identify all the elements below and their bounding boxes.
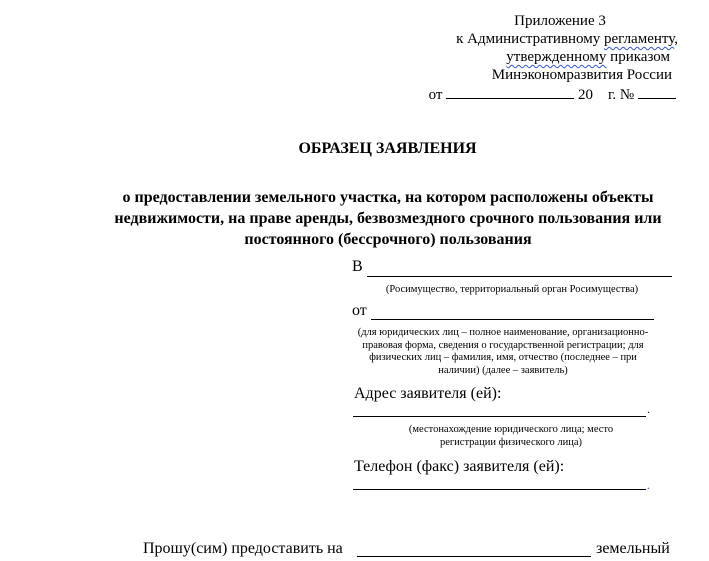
appendix-regulation-suffix: , (674, 31, 678, 47)
appendix-ministry: Минэкономразвития России (491, 67, 672, 83)
appendix-order-line (300, 84, 676, 104)
request-suffix: земельный (596, 540, 670, 557)
appendix-order-number-blank (638, 84, 676, 99)
appendix-regulation-word: регламенту (604, 31, 675, 47)
address-end-mark: . (647, 402, 650, 416)
appendix-order-date-blank (446, 84, 574, 99)
from-label: от (352, 302, 367, 319)
to-label: В (352, 258, 363, 275)
to-field-line (367, 276, 672, 277)
address-label: Адрес заявителя (ей): (354, 385, 502, 402)
request-prefix: Прошу(сим) предоставить на (143, 540, 343, 557)
appendix-order-suffix: г. № (607, 87, 635, 103)
to-caption: (Росимущество, территориальный орган Росимущества) (385, 284, 639, 295)
appendix-order-year: 20 (577, 87, 593, 103)
appendix-order-prefix: от (428, 87, 443, 103)
document-subtitle: о предоставлении земельного участка, на котором расположены объекты недвижимости, на праве аренды, безвозмездного срочного пользования или постоянного (бессрочного) пользования (114, 189, 662, 248)
request-blank-line (357, 556, 591, 557)
document-title-text: ОБРАЗЕЦ ЗАЯВЛЕНИЯ (298, 140, 477, 157)
address-field-line (353, 416, 646, 417)
appendix-approved-suffix: приказом (606, 49, 670, 65)
phone-field-line (353, 489, 646, 490)
document-title (0, 140, 709, 158)
appendix-number: Приложение 3 (514, 13, 606, 29)
appendix-regulation-prefix: к Административному (456, 31, 605, 47)
address-caption: (местонахождение юридического лица; место регистрации физического лица) (408, 424, 614, 448)
appendix-regulation-line (420, 30, 678, 48)
phone-label: Телефон (факс) заявителя (ей): (354, 458, 565, 475)
appendix-approved-line (420, 48, 670, 66)
from-caption: (для юридических лиц – полное наименование, организационно-правовая форма, сведения о государственной регистрации; для физических лиц – фамилия, имя, отчество (последнее – при наличии) (далее – заявитель) (357, 327, 649, 376)
phone-end-mark: . (647, 478, 650, 492)
appendix-approved-word: утвержденному (506, 49, 607, 65)
from-field-line (371, 319, 654, 320)
